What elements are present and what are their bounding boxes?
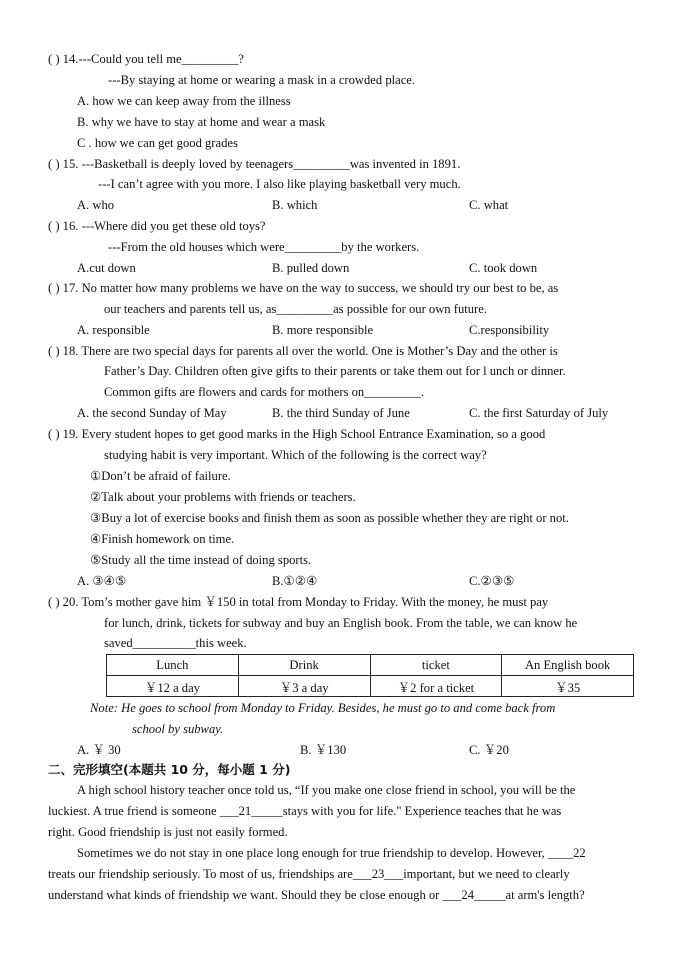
question-line-l11b: B. pulled down (272, 261, 350, 275)
question-line-l11a: A.cut down (77, 261, 136, 275)
question-line-l23: ③Buy a lot of exercise books and finish them as soon as possible whether they are right or not. (90, 511, 569, 525)
question-line-l8c: C. what (469, 198, 509, 212)
question-line-l20: studying habit is very important. Which of the following is the correct way? (104, 448, 487, 462)
question-line-l8b: B. which (272, 198, 318, 212)
question-line-l17: Common gifts are flowers and cards for mothers on_________. (104, 385, 425, 399)
question-line-l29: saved__________this week. (104, 636, 247, 650)
question-line-l18b: B. the third Sunday of June (272, 406, 410, 420)
price-table (106, 654, 634, 697)
passage-line-p4: Sometimes we do not stay in one place long enough for true friendship to develop. However, ____22 (77, 846, 586, 860)
q20-option-c: C. ￥20 (469, 743, 509, 757)
question-line-l2: ---By staying at home or wearing a mask in a crowded place. (108, 73, 416, 87)
header-lunch: Lunch (107, 655, 239, 676)
question-line-l18a: A. the second Sunday of May (77, 406, 227, 420)
price-ticket: ￥2 for a ticket (370, 676, 502, 697)
question-line-l8a: A. who (77, 198, 115, 212)
price-drink: ￥3 a day (238, 676, 370, 697)
question-line-l13: our teachers and parents tell us, as_________as possible for our own future. (104, 302, 487, 316)
question-line-l21: ①Don’t be afraid of failure. (90, 469, 231, 483)
question-line-l24: ④Finish homework on time. (90, 532, 235, 546)
question-line-l5: C . how we can get good grades (77, 136, 238, 150)
question-line-l12: ( ) 17. No matter how many problems we have on the way to success, we should try our best to be, as (48, 281, 559, 295)
question-line-l19: ( ) 19. Every student hopes to get good marks in the High School Entrance Examination, so a good (48, 427, 546, 441)
question-line-l14b: B. more responsible (272, 323, 374, 337)
question-line-l14a: A. responsible (77, 323, 150, 337)
note-line-1: Note: He goes to school from Monday to Friday. Besides, he must go to and come back from (90, 701, 556, 715)
header-book: An English book (502, 655, 634, 676)
passage-line-p6: understand what kinds of friendship we want. Should they be close enough or ___24_____at arm's length? (48, 888, 585, 902)
question-line-l10: ---From the old houses which were_________by the workers. (108, 240, 420, 254)
question-line-l27: ( ) 20. Tom’s mother gave him ￥150 in total from Monday to Friday. With the money, he must pay (48, 595, 549, 609)
question-line-l14c: C.responsibility (469, 323, 550, 337)
section-2-heading: 二、完形填空(本题共 10 分，每小题 1 分) (48, 762, 291, 777)
note-line-2: school by subway. (132, 722, 224, 736)
question-line-l11c: C. took down (469, 261, 538, 275)
passage-line-p3: right. Good friendship is just not easily formed. (48, 825, 288, 839)
header-ticket: ticket (370, 655, 502, 676)
question-line-l4: B. why we have to stay at home and wear a mask (77, 115, 326, 129)
passage-line-p2: luckiest. A true friend is someone ___21_____stays with you for life." Experience teaches that he was (48, 804, 562, 818)
passage-line-p1: A high school history teacher once told us, “If you make one close friend in school, you will be the (77, 783, 576, 797)
price-table-header-row (107, 655, 634, 676)
question-line-l22: ②Talk about your problems with friends or teachers. (90, 490, 356, 504)
question-line-l26a: A. ③④⑤ (77, 574, 127, 588)
price-table-value-row (107, 676, 634, 697)
question-line-l6: ( ) 15. ---Basketball is deeply loved by teenagers_________was invented in 1891. (48, 157, 461, 171)
question-line-l15: ( ) 18. There are two special days for parents all over the world. One is Mother’s Day and the other is (48, 344, 558, 358)
question-line-l3: A. how we can keep away from the illness (77, 94, 291, 108)
question-line-l16: Father’s Day. Children often give gifts to their parents or take them out for l unch or dinner. (104, 364, 566, 378)
question-line-l26b: B.①②④ (272, 574, 318, 588)
question-line-l26c: C.②③⑤ (469, 574, 515, 588)
passage-line-p5: treats our friendship seriously. To most of us, friendships are___23___important, but we need to clearly (48, 867, 570, 881)
price-book: ￥35 (502, 676, 634, 697)
question-line-l25: ⑤Study all the time instead of doing sports. (90, 553, 312, 567)
price-lunch: ￥12 a day (107, 676, 239, 697)
q20-option-b: B. ￥130 (300, 743, 347, 757)
question-line-l7: ---I can’t agree with you more. I also like playing basketball very much. (98, 177, 461, 191)
header-drink: Drink (238, 655, 370, 676)
question-line-l9: ( ) 16. ---Where did you get these old toys? (48, 219, 266, 233)
q20-option-a: A. ￥ 30 (77, 743, 121, 757)
question-line-l18c: C. the first Saturday of July (469, 406, 609, 420)
question-line-l1: ( ) 14.---Could you tell me_________? (48, 52, 244, 66)
question-line-l28: for lunch, drink, tickets for subway and buy an English book. From the table, we can know he (104, 616, 578, 630)
